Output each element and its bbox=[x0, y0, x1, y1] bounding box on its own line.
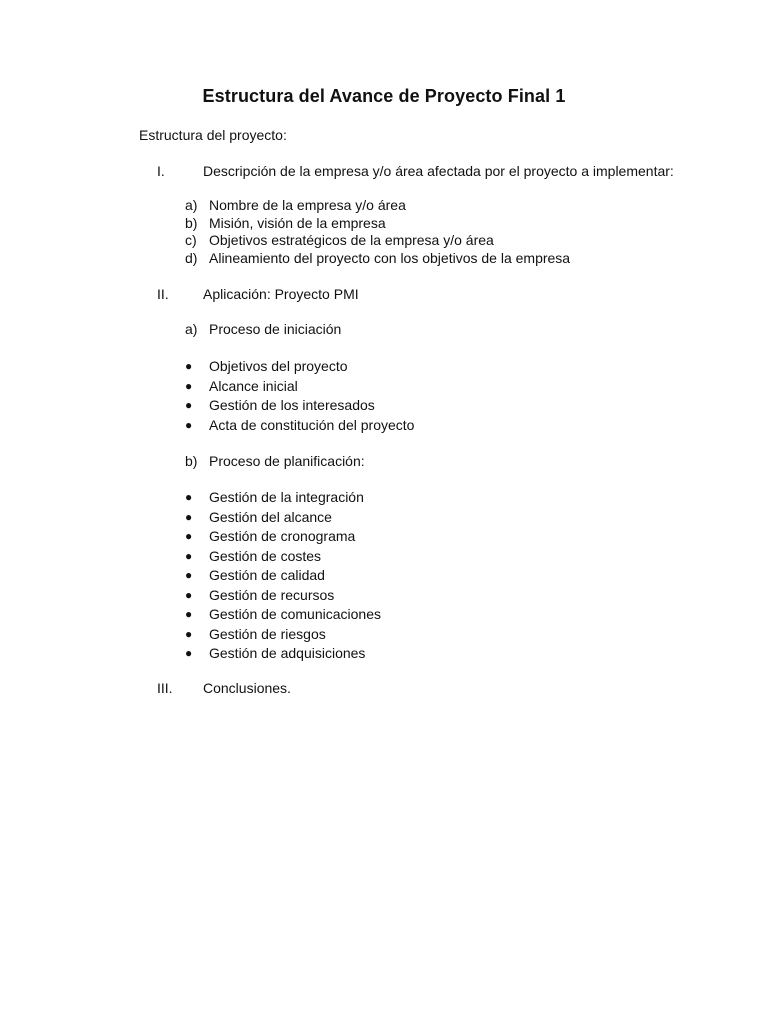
list-item bbox=[0, 625, 768, 645]
list-item-text: Gestión de cronograma bbox=[209, 528, 356, 544]
list-item bbox=[0, 232, 768, 250]
list-item-text: Gestión de comunicaciones bbox=[209, 606, 381, 622]
list-item-text: Acta de constitución del proyecto bbox=[209, 416, 415, 433]
section-numeral: I. bbox=[157, 163, 165, 179]
list-item-text: Alineamiento del proyecto con los objetivos de la empresa bbox=[209, 249, 571, 266]
list-marker: c) bbox=[185, 232, 197, 249]
list-item bbox=[0, 566, 768, 586]
list-item-text: Gestión de adquisiciones bbox=[209, 645, 366, 661]
section-numeral: III. bbox=[157, 680, 173, 696]
list-item bbox=[0, 416, 768, 436]
bullet-icon: ● bbox=[185, 626, 193, 641]
list-item-text: Gestión de calidad bbox=[209, 567, 325, 583]
section-heading: Conclusiones. bbox=[203, 680, 291, 696]
list-item bbox=[0, 377, 768, 397]
bullet-icon: ● bbox=[185, 607, 193, 621]
list-item-text: Gestión del alcance bbox=[209, 508, 332, 525]
list-marker: b) bbox=[185, 214, 198, 231]
list-item-text: Misión, visión de la empresa bbox=[209, 214, 386, 231]
list-marker: a) bbox=[185, 197, 198, 213]
bullet-icon: ● bbox=[185, 398, 193, 412]
list-item-text: Gestión de la integración bbox=[209, 489, 364, 505]
list-item bbox=[0, 605, 768, 625]
list-item bbox=[0, 357, 768, 377]
bullet-icon: ● bbox=[185, 587, 193, 602]
list-item bbox=[0, 488, 768, 508]
list-item-text: Objetivos del proyecto bbox=[209, 358, 348, 374]
section-1-list bbox=[0, 197, 768, 267]
list-item bbox=[0, 508, 768, 528]
list-marker: a) bbox=[185, 321, 198, 337]
list-item-text: Gestión de riesgos bbox=[209, 625, 326, 642]
list-item-text: Gestión de recursos bbox=[209, 586, 335, 603]
list-item bbox=[0, 197, 768, 215]
section-numeral: II. bbox=[157, 286, 169, 302]
list-item bbox=[0, 644, 768, 664]
bullet-icon: ● bbox=[185, 417, 193, 432]
list-item bbox=[0, 396, 768, 416]
bullet-icon: ● bbox=[185, 646, 193, 660]
list-item bbox=[0, 586, 768, 606]
bullet-icon: ● bbox=[185, 548, 193, 563]
section-heading: Descripción de la empresa y/o área afectada por el proyecto a implementar: bbox=[203, 163, 674, 179]
list-item bbox=[0, 250, 768, 268]
bullet-icon: ● bbox=[185, 529, 193, 543]
list-item-text: Nombre de la empresa y/o área bbox=[209, 197, 406, 213]
subsection-heading: Proceso de iniciación bbox=[209, 321, 342, 337]
list-item-text: Objetivos estratégicos de la empresa y/o área bbox=[209, 232, 494, 249]
bullet-icon: ● bbox=[185, 568, 193, 582]
bullet-icon: ● bbox=[185, 378, 193, 393]
bullet-icon: ● bbox=[185, 509, 193, 524]
list-marker: b) bbox=[185, 453, 198, 469]
list-item bbox=[0, 215, 768, 233]
bullet-icon: ● bbox=[185, 359, 193, 373]
list-item-text: Gestión de los interesados bbox=[209, 397, 375, 413]
subsection-a-bullets bbox=[0, 357, 768, 435]
bullet-icon: ● bbox=[185, 490, 193, 504]
list-item bbox=[0, 547, 768, 567]
list-item-text: Gestión de costes bbox=[209, 547, 322, 564]
section-heading: Aplicación: Proyecto PMI bbox=[203, 286, 359, 302]
subsection-heading: Proceso de planificación: bbox=[209, 453, 365, 469]
list-marker: d) bbox=[185, 249, 198, 266]
document-title: Estructura del Avance de Proyecto Final 1 bbox=[202, 86, 566, 106]
subsection-b-bullets bbox=[0, 488, 768, 664]
list-item-text: Alcance inicial bbox=[209, 377, 298, 394]
list-item bbox=[0, 527, 768, 547]
intro-text: Estructura del proyecto: bbox=[139, 127, 287, 143]
